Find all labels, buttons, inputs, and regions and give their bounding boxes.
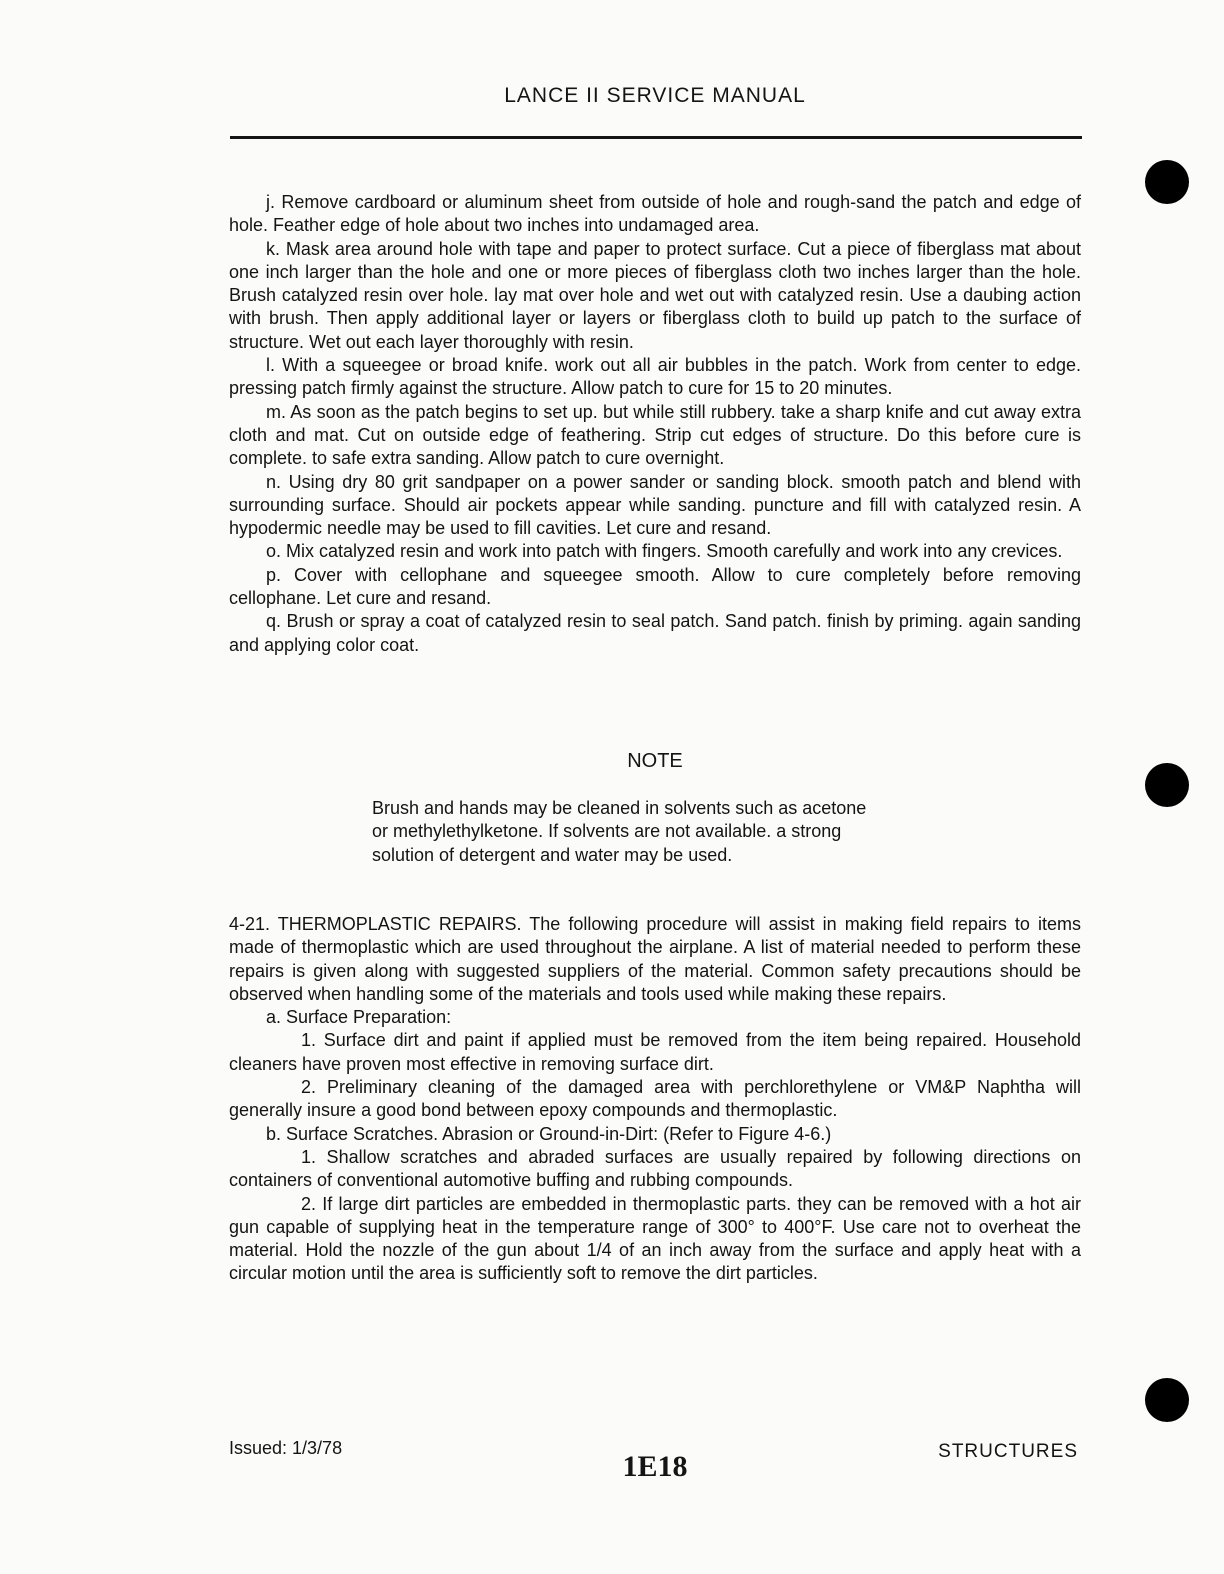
note-line: Brush and hands may be cleaned in solvents such as acetone bbox=[372, 798, 867, 818]
step-a1: 1. Surface dirt and paint if applied must be removed from the item being repaired. Household cleaners have proven most effective in removing surface dirt. bbox=[229, 1030, 1081, 1074]
step-b2: 2. If large dirt particles are embedded in thermoplastic parts. they can be removed with a hot air gun capable of supplying heat in the temperature range of 300° to 400°F. Use care not to overheat the material. Hold the nozzle of the gun about 1/4 of an inch away from the surface and apply heat with a circular motion until the area is sufficiently soft to remove the dirt particles. bbox=[229, 1193, 1081, 1284]
punch-hole-top bbox=[1145, 160, 1189, 204]
step-o: o. Mix catalyzed resin and work into patch with fingers. Smooth carefully and work into any crevices. bbox=[266, 541, 1063, 562]
step-m: m. As soon as the patch begins to set up. but while still rubbery. take a sharp knife and cut away extra cloth and mat. Cut on outside edge of feathering. Strip cut edges of structure. Do this before cure is complete. to safe extra sanding. Allow patch to cure overnight. bbox=[229, 401, 1081, 469]
step-a2: 2. Preliminary cleaning of the damaged area with perchlorethylene or VM&P Naphtha will generally insure a good bond between epoxy compounds and thermoplastic. bbox=[229, 1077, 1081, 1121]
header-rule bbox=[230, 136, 1082, 139]
step-j: j. Remove cardboard or aluminum sheet from outside of hole and rough-sand the patch and edge of hole. Feather edge of hole about two inches into undamaged area. bbox=[229, 192, 1081, 236]
note-body bbox=[372, 797, 952, 867]
page-title: LANCE II SERVICE MANUAL bbox=[504, 84, 806, 107]
punch-hole-bottom bbox=[1145, 1378, 1189, 1422]
repair-steps-top bbox=[229, 191, 1081, 657]
step-n: n. Using dry 80 grit sandpaper on a power sander or sanding block. smooth patch and blend with surrounding surface. Should air pockets appear while sanding. puncture and fill with catalyzed resin. A hypodermic needle may be used to fill cavities. Let cure and resand. bbox=[229, 471, 1081, 539]
step-p: p. Cover with cellophane and squeegee smooth. Allow to cure completely before removing cellophane. Let cure and resand. bbox=[229, 564, 1081, 609]
thermoplastic-repairs-section bbox=[229, 913, 1081, 1286]
subsection-b-heading: b. Surface Scratches. Abrasion or Ground-in-Dirt: (Refer to Figure 4-6.) bbox=[266, 1123, 832, 1144]
subsection-a-heading: a. Surface Preparation: bbox=[266, 1007, 452, 1028]
step-q: q. Brush or spray a coat of catalyzed resin to seal patch. Sand patch. finish by priming. again sanding and applying color coat. bbox=[229, 611, 1081, 655]
note-line: solution of detergent and water may be used. bbox=[372, 844, 733, 865]
note-line: or methylethylketone. If solvents are not available. a strong bbox=[372, 821, 842, 842]
section-name: STRUCTURES bbox=[938, 1441, 1078, 1462]
issued-date: Issued: 1/3/78 bbox=[229, 1438, 343, 1458]
note-title: NOTE bbox=[627, 750, 683, 772]
step-k: k. Mask area around hole with tape and paper to protect surface. Cut a piece of fiberglass mat about one inch larger than the hole and one or more pieces of fiberglass cloth two inches larger than the hole. Brush catalyzed resin over hole. lay mat over hole and wet out with catalyzed resin. Use a daubing action with brush. Then apply additional layer or layers or fiberglass cloth to build up patch to the surface of structure. Wet out each layer thoroughly with resin. bbox=[229, 238, 1081, 352]
step-b1: 1. Shallow scratches and abraded surfaces are usually repaired by following directions on containers of conventional automotive buffing and rubbing compounds. bbox=[229, 1146, 1081, 1191]
page-code: 1E18 bbox=[622, 1450, 688, 1483]
step-l: l. With a squeegee or broad knife. work out all air bubbles in the patch. Work from center to edge. pressing patch firmly against the structure. Allow patch to cure for 15 to 20 minutes. bbox=[229, 355, 1081, 399]
section-intro: 4-21. THERMOPLASTIC REPAIRS. The following procedure will assist in making field repairs to items made of thermoplastic which are used throughout the airplane. A list of material needed to perform these repairs is given along with suggested suppliers of the material. Common safety precautions should be observed when handling some of the materials and tools used while making these repairs. bbox=[229, 914, 1081, 1004]
